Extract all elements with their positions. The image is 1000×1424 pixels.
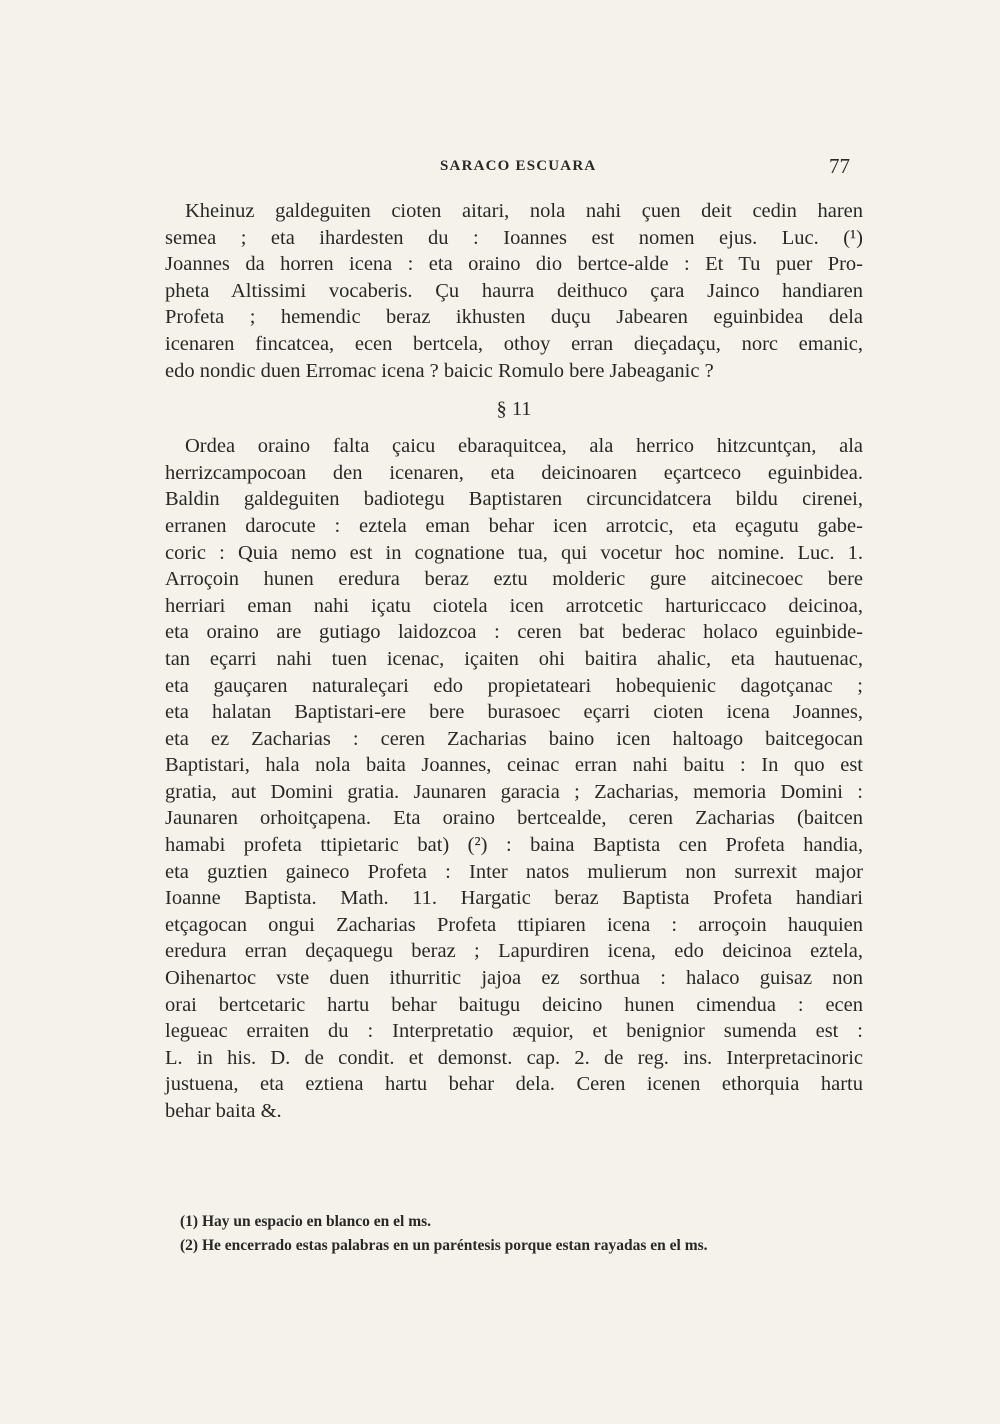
text-line: erranen darocute : eztela eman behar icen arrotcic, eta eçagutu gabe-	[165, 514, 863, 537]
paragraph-1	[165, 198, 863, 384]
text-line: eta oraino are gutiago laidozcoa : ceren bat bederac holaco eguinbide-	[165, 621, 863, 644]
running-head	[0, 150, 1000, 180]
text-line: Jaunaren orhoitçapena. Eta oraino bertcealde, ceren Zacharias (baitcen	[165, 807, 863, 830]
text-line: eta halatan Baptistari-ere bere burasoec eçarri cioten icena Joannes,	[165, 701, 863, 724]
page-number: 77	[829, 154, 850, 178]
footnote-1: (1) Hay un espacio en blanco en el ms.	[180, 1213, 432, 1230]
text-line: pheta Altissimi vocaberis. Çu haurra deithuco çara Jainco handiaren	[165, 279, 863, 302]
text-line: semea ; eta ihardesten du : Ioannes est nomen ejus. Luc. (¹)	[165, 226, 863, 249]
running-title: SARACO ESCUARA	[440, 158, 597, 174]
footnotes	[180, 1210, 870, 1258]
text-line: Baptistari, hala nola baita Joannes, ceinac erran nahi baitu : In quo est	[165, 754, 863, 777]
text-line: Ioanne Baptista. Math. 11. Hargatic beraz Baptista Profeta handiari	[165, 887, 863, 910]
section-heading: § 11	[496, 398, 532, 421]
body-text	[165, 198, 863, 1125]
text-line: Oihenartoc vste duen ithurritic jajoa ez sorthua : halaco guisaz non	[165, 967, 863, 990]
text-line: tan eçarri nahi tuen icenac, içaiten ohi baitira ahalic, eta hautuenac,	[165, 647, 863, 670]
text-line: hamabi profeta ttipietaric bat) (²) : baina Baptista cen Profeta handia,	[165, 834, 863, 857]
text-line: orai bertcetaric hartu behar baitugu deicino hunen cimendua : ecen	[165, 993, 863, 1016]
text-line: edo nondic duen Erromac icena ? baicic Romulo bere Jabeaganic ?	[165, 359, 714, 382]
text-line: Profeta ; hemendic beraz ikhusten duçu Jabearen eguinbidea dela	[165, 306, 863, 329]
text-line: eredura erran deçaquegu beraz ; Lapurdiren icena, edo deicinoa eztela,	[165, 940, 863, 963]
text-line: Kheinuz galdeguiten cioten aitari, nola nahi çuen deit cedin haren	[185, 200, 863, 222]
paragraph-2	[165, 433, 863, 1124]
text-line: Arroçoin hunen eredura beraz eztu molderic gure aitcinecoec bere	[165, 568, 863, 591]
text-line: etçagocan ongui Zacharias Profeta ttipiaren icena : arroçoin hauquien	[165, 913, 863, 936]
text-line: eta ez Zacharias : ceren Zacharias baino icen haltoago baitcegocan	[165, 727, 863, 750]
text-line: herrizcampocoan den icenaren, eta deicinoaren eçartceco eguinbidea.	[165, 461, 863, 484]
text-line: Joannes da horren icena : eta oraino dio bertce-alde : Et Tu puer Pro-	[165, 253, 863, 276]
text-line: coric : Quia nemo est in cognatione tua, qui vocetur hoc nomine. Luc. 1.	[165, 541, 863, 564]
text-line: justuena, eta eztiena hartu behar dela. Ceren icenen ethorquia hartu	[165, 1073, 863, 1096]
text-line: L. in his. D. de condit. et demonst. cap. 2. de reg. ins. Interpretacinoric	[165, 1046, 863, 1069]
text-line: behar baita &.	[165, 1100, 282, 1122]
text-line: gratia, aut Domini gratia. Jaunaren garacia ; Zacharias, memoria Domini :	[165, 780, 863, 803]
text-line: eta guztien gaineco Profeta : Inter natos mulierum non surrexit major	[165, 860, 863, 883]
text-line: icenaren fincatcea, ecen bertcela, othoy erran dieçadaçu, norc emanic,	[165, 332, 863, 355]
text-line: eta gauçaren naturaleçari edo propietateari hobequienic dagotçanac ;	[165, 674, 863, 697]
text-line: herriari eman nahi içatu ciotela icen arrotcetic harturiccaco deicinoa,	[165, 594, 863, 617]
text-line: Ordea oraino falta çaicu ebaraquitcea, ala herrico hitzcuntçan, ala	[185, 435, 863, 458]
text-line: Baldin galdeguiten badiotegu Baptistaren circuncidatcera bildu cirenei,	[165, 488, 863, 511]
text-line: legueac erraiten du : Interpretatio æquior, et benignior sumenda est :	[165, 1020, 863, 1043]
footnote-2: (2) He encerrado estas palabras en un paréntesis porque estan rayadas en el ms.	[180, 1237, 708, 1254]
